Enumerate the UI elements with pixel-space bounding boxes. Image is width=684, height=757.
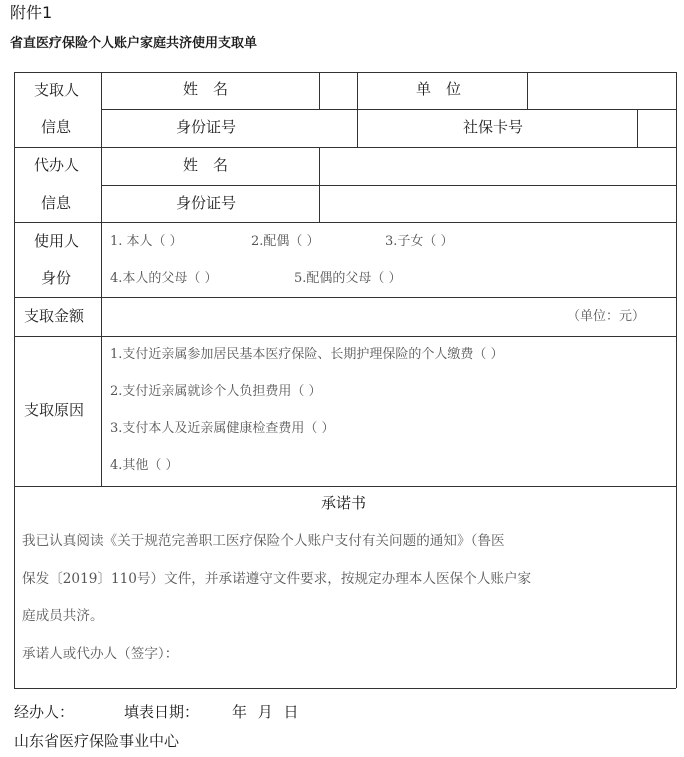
amount-unit-note: （单位：元）	[567, 309, 646, 324]
label-column-divider	[101, 72, 102, 486]
withdrawer-unit-field[interactable]	[528, 73, 675, 108]
table-border-right	[676, 72, 677, 688]
fill-date-ymd: 年 月 日	[232, 703, 299, 721]
withdrawer-id-label: 身份证号	[176, 118, 237, 136]
agent-id-label: 身份证号	[176, 194, 237, 212]
identity-option-spouse[interactable]: 2.配偶（ ）	[251, 234, 320, 249]
reason-option-1[interactable]: 1.支付近亲属参加居民基本医疗保险、长期护理保险的个人缴费（ ）	[110, 347, 504, 362]
identity-option-spouse-parents[interactable]: 5.配偶的父母（ ）	[294, 271, 402, 286]
agent-name-label: 姓 名	[183, 156, 229, 174]
agent-id-field[interactable]	[320, 186, 675, 221]
handler-label: 经办人：	[14, 703, 75, 721]
reason-label: 支取原因	[24, 401, 85, 419]
pledge-text-line3: 庭成员共济。	[22, 608, 104, 624]
reason-option-2[interactable]: 2.支付近亲属就诊个人负担费用（ ）	[110, 384, 322, 399]
identity-label-line1: 使用人	[34, 232, 80, 250]
row-divider	[14, 486, 676, 487]
table-border-left	[14, 72, 15, 688]
withdrawer-social-card-label: 社保卡号	[463, 118, 524, 136]
table-border-bottom	[14, 688, 676, 689]
withdrawer-social-card-field[interactable]	[638, 110, 675, 146]
document-title: 省直医疗保险个人账户家庭共济使用支取单	[10, 36, 258, 51]
attachment-label: 附件1	[10, 3, 53, 22]
identity-label-line2: 身份	[41, 269, 72, 287]
withdrawer-unit-label: 单 位	[416, 80, 462, 98]
reason-option-4[interactable]: 4.其他（ ）	[110, 458, 179, 473]
row-divider	[14, 222, 676, 223]
identity-option-child[interactable]: 3.子女（ ）	[385, 234, 454, 249]
agent-label-line2: 信息	[41, 194, 72, 212]
pledge-title: 承诺书	[321, 494, 367, 512]
organization-name: 山东省医疗保险事业中心	[14, 732, 180, 750]
cell-divider	[357, 72, 358, 147]
pledge-text-line2: 保发〔2019〕110号）文件，并承诺遵守文件要求，按规定办理本人医保个人账户家	[22, 571, 532, 587]
agent-name-field[interactable]	[320, 148, 675, 184]
signature-label: 承诺人或代办人（签字）：	[22, 646, 179, 662]
withdrawer-label-line2: 信息	[41, 118, 72, 136]
identity-option-own-parents[interactable]: 4.本人的父母（ ）	[110, 271, 218, 286]
row-divider	[14, 336, 676, 337]
signature-field[interactable]	[230, 640, 670, 672]
row-divider	[101, 109, 676, 110]
fill-date-label: 填表日期：	[124, 703, 200, 721]
withdrawer-name-label: 姓 名	[183, 80, 229, 98]
pledge-text-line1: 我已认真阅读《关于规范完善职工医疗保险个人账户支付有关问题的通知》（鲁医	[22, 533, 505, 549]
withdrawer-id-field[interactable]	[320, 110, 356, 146]
amount-label: 支取金额	[24, 307, 85, 325]
withdrawer-name-field[interactable]	[320, 73, 356, 108]
agent-label-line1: 代办人	[34, 156, 80, 174]
withdrawer-label-line1: 支取人	[34, 81, 80, 99]
identity-option-self[interactable]: 1. 本人（ ）	[110, 234, 183, 249]
amount-field[interactable]	[102, 298, 562, 335]
reason-option-3[interactable]: 3.支付本人及近亲属健康检查费用（ ）	[110, 421, 335, 436]
